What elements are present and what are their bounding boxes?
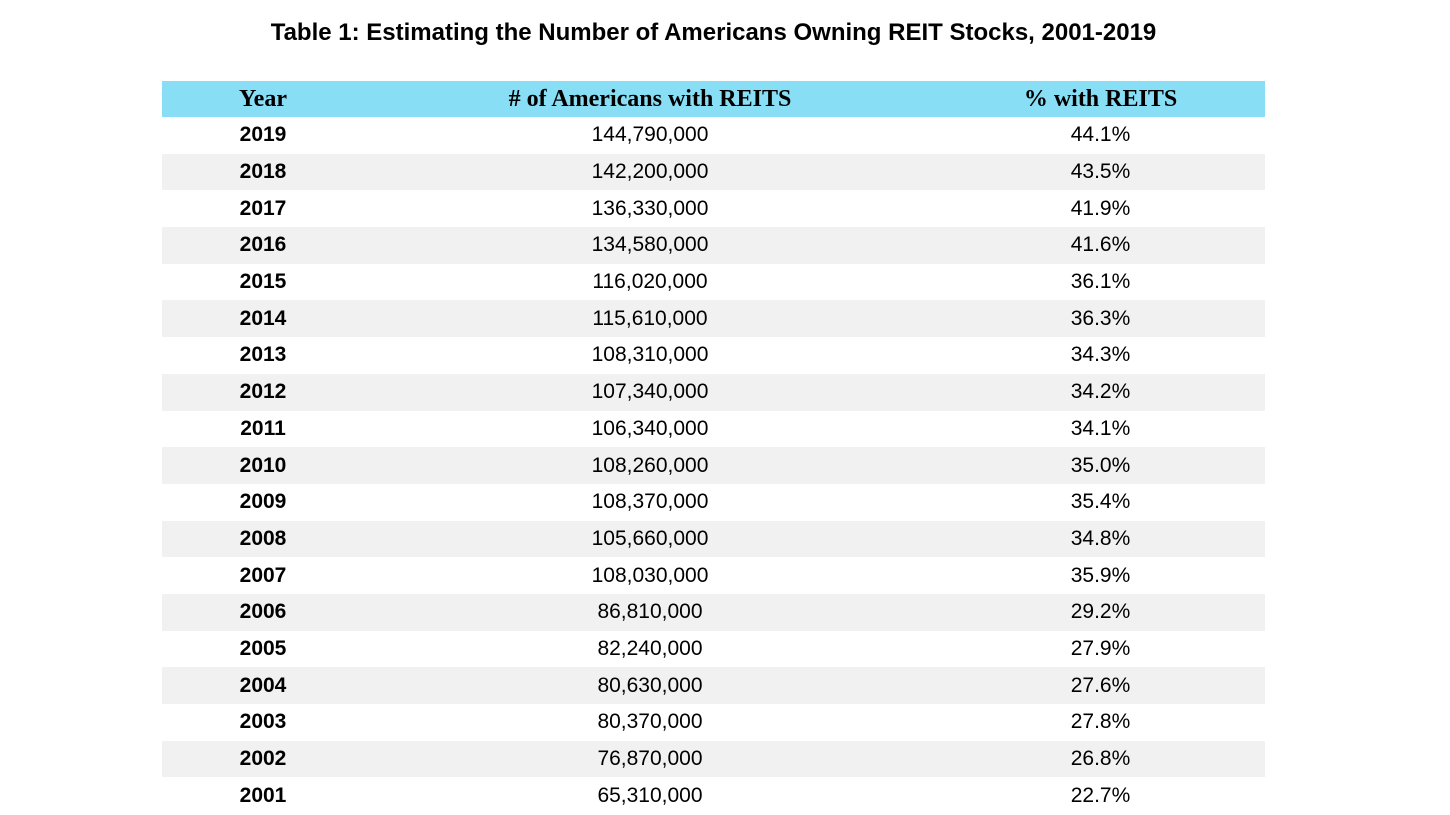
year-cell: 2015	[239, 270, 287, 294]
percent-cell: 36.3%	[1070, 306, 1131, 330]
year-cell: 2007	[239, 563, 287, 587]
year-cell: 2002	[239, 747, 287, 771]
americans-cell: 80,630,000	[597, 673, 703, 697]
year-cell: 2013	[239, 343, 287, 367]
americans-cell: 142,200,000	[591, 160, 709, 184]
percent-cell: 35.9%	[1070, 563, 1131, 587]
column-header-year: Year	[162, 81, 364, 117]
americans-cell: 107,340,000	[591, 380, 709, 404]
page-content	[162, 18, 1265, 814]
percent-cell: 34.3%	[1070, 343, 1131, 367]
year-cell: 2011	[240, 416, 286, 440]
table-row	[162, 484, 1265, 521]
americans-cell: 65,310,000	[597, 783, 703, 807]
percent-cell: 26.8%	[1070, 747, 1131, 771]
percent-cell: 43.5%	[1070, 160, 1131, 184]
americans-cell: 108,310,000	[591, 343, 709, 367]
year-cell: 2018	[239, 160, 287, 184]
table-row	[162, 777, 1265, 814]
percent-cell: 44.1%	[1070, 123, 1131, 147]
year-cell: 2012	[239, 380, 287, 404]
year-cell: 2006	[239, 600, 287, 624]
percent-cell: 41.9%	[1070, 196, 1131, 220]
percent-cell: 35.4%	[1070, 490, 1131, 514]
percent-cell: 36.1%	[1070, 270, 1131, 294]
table-row	[162, 667, 1265, 704]
americans-cell: 134,580,000	[591, 233, 709, 257]
percent-cell: 35.0%	[1070, 453, 1131, 477]
table-row	[162, 741, 1265, 778]
year-cell: 2001	[239, 783, 287, 807]
table-row	[162, 154, 1265, 191]
percent-cell: 29.2%	[1070, 600, 1131, 624]
table-row	[162, 300, 1265, 337]
percent-cell: 27.9%	[1070, 636, 1131, 660]
americans-cell: 86,810,000	[597, 600, 703, 624]
column-header-percent: % with REITS	[936, 81, 1265, 117]
percent-cell: 22.7%	[1070, 783, 1131, 807]
table-row	[162, 557, 1265, 594]
table-header-row	[162, 81, 1265, 117]
page-title: Table 1: Estimating the Number of Americans Owning REIT Stocks, 2001-2019	[270, 19, 1157, 46]
percent-cell: 34.1%	[1070, 416, 1131, 440]
americans-cell: 136,330,000	[591, 196, 709, 220]
year-cell: 2005	[239, 636, 287, 660]
percent-cell: 34.2%	[1070, 380, 1131, 404]
percent-cell: 27.8%	[1070, 710, 1131, 734]
americans-cell: 82,240,000	[597, 636, 703, 660]
americans-cell: 106,340,000	[591, 416, 709, 440]
column-header-americans: # of Americans with REITS	[364, 81, 936, 117]
year-cell: 2019	[239, 123, 287, 147]
table-row	[162, 264, 1265, 301]
table-row	[162, 447, 1265, 484]
year-cell: 2016	[239, 233, 287, 257]
percent-cell: 41.6%	[1070, 233, 1131, 257]
table-row	[162, 631, 1265, 668]
year-cell: 2003	[239, 710, 287, 734]
table-row	[162, 374, 1265, 411]
table-row	[162, 227, 1265, 264]
year-cell: 2004	[239, 673, 287, 697]
reit-ownership-table	[162, 81, 1265, 814]
americans-cell: 76,870,000	[597, 747, 703, 771]
americans-cell: 144,790,000	[591, 123, 709, 147]
year-cell: 2017	[239, 196, 287, 220]
americans-cell: 108,260,000	[591, 453, 709, 477]
americans-cell: 115,610,000	[592, 306, 708, 330]
year-cell: 2008	[239, 526, 287, 550]
year-cell: 2014	[239, 306, 287, 330]
table-row	[162, 594, 1265, 631]
percent-cell: 27.6%	[1070, 673, 1131, 697]
americans-cell: 80,370,000	[597, 710, 703, 734]
table-row	[162, 411, 1265, 448]
table-row	[162, 337, 1265, 374]
year-cell: 2009	[239, 490, 287, 514]
table-row	[162, 190, 1265, 227]
table-row	[162, 117, 1265, 154]
table-row	[162, 521, 1265, 558]
table-body	[162, 117, 1265, 814]
americans-cell: 105,660,000	[591, 526, 709, 550]
percent-cell: 34.8%	[1070, 526, 1131, 550]
americans-cell: 108,030,000	[591, 563, 709, 587]
americans-cell: 108,370,000	[591, 490, 709, 514]
year-cell: 2010	[239, 453, 287, 477]
table-row	[162, 704, 1265, 741]
americans-cell: 116,020,000	[592, 270, 708, 294]
